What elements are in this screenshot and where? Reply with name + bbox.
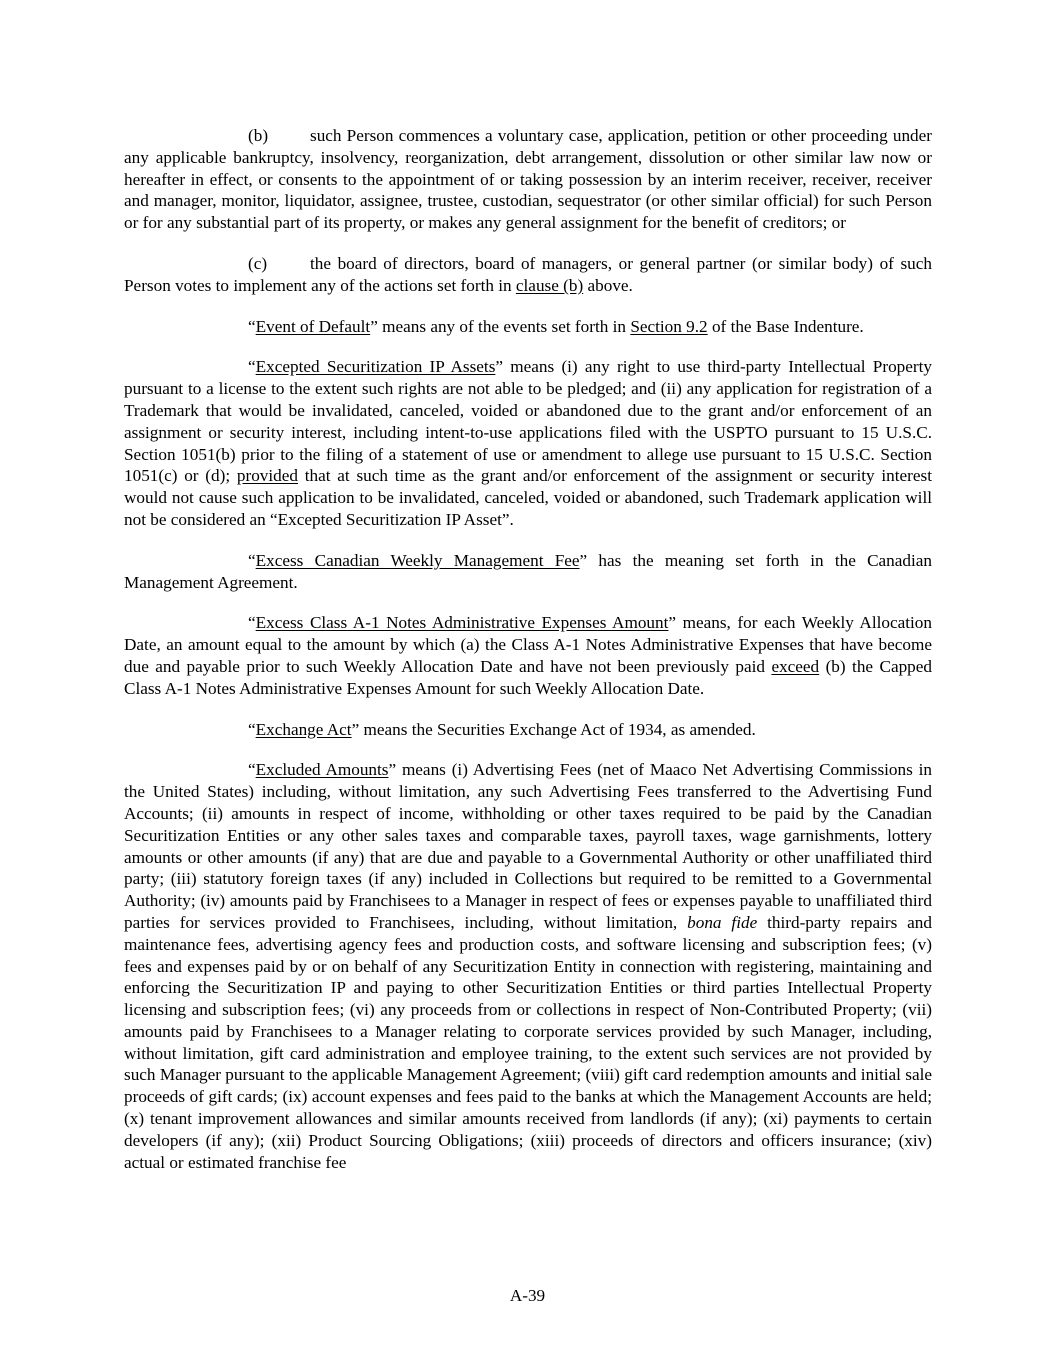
defined-term: Event of Default	[255, 316, 371, 336]
clause-b-text: such Person commences a voluntary case, application, petition or other proceeding under any applicable bankruptcy, insolvency, reorganization, debt arrangement, dissolution or other similar law now or hereafter in effect, or consents to the appointment of or taking possession by an interim receiver, receiver, receiver and manager, monitor, liquidator, assignee, trustee, custodian, sequestrator (or other similar official) for such Person or for any substantial part of its property, or makes any general assignment for the benefit of creditors; or	[124, 126, 932, 233]
document-body	[124, 125, 932, 1192]
clause-c-text-after: above.	[583, 275, 633, 295]
section-reference: Section 9.2	[630, 316, 708, 336]
clause-b-reference: clause (b)	[515, 275, 584, 295]
open-quote: “	[248, 719, 256, 739]
clause-b-label: (b)	[248, 126, 269, 145]
definition-text-before: ” means (i) Advertising Fees (net of Maaco Net Advertising Commissions in the United States) including, without limitation, any such Advertising Fees transferred to the Advertising Fund Accounts; (ii) amounts in respect of income, withholding or other taxes required to be paid by the Canadian Securitization Entities or any other sales taxes and comparable taxes, payroll taxes, wage garnishments, lottery amounts or other amounts (if any) that are due and payable to a Governmental Authority or other unaffiliated third party; (iii) statutory foreign taxes (if any) included in Collections but required to be remitted to a Governmental Authority; (iv) amounts paid by Franchisees to a Manager in respect of fees or expenses payable to unaffiliated third parties for services provided to Franchisees, including, without limitation,	[124, 760, 932, 932]
definition-text-after: of the Base Indenture.	[707, 316, 864, 336]
clause-c-text-before: the board of directors, board of managers, or general partner (or similar body) of such Person votes to implement any of the actions set forth in	[124, 253, 932, 295]
bona-fide-italic: bona fide	[687, 912, 758, 932]
exceed-term: exceed	[771, 656, 820, 676]
defined-term: Excess Class A-1 Notes Administrative Expenses Amount	[255, 613, 669, 633]
definition-text-before: ” means any of the events set forth in	[370, 316, 631, 336]
definition-excess-class-a1-notes-admin-expenses	[124, 612, 932, 699]
clause-c-paragraph	[124, 253, 932, 297]
definition-text-before: ” means (i) any right to use third-party Intellectual Property pursuant to a license to the extent such rights are not able to be pledged; and (ii) any application for registration of a Trademark that would be invalidated, canceled, voided or abandoned due to the grant and/or enforcement of an assignment or security interest, including intent-to-use applications filed with the USPTO pursuant to 15 U.S.C. Section 1051(b) prior to the filing of a statement of use or amendment to allege use pursuant to 15 U.S.C. Section 1051(c) or (d);	[124, 357, 932, 486]
defined-term: Excess Canadian Weekly Management Fee	[255, 550, 580, 570]
definition-exchange-act	[124, 719, 932, 741]
definition-text-after: (b) the Capped Class A-1 Notes Administrative Expenses Amount for such Weekly Allocation Date.	[124, 656, 932, 698]
definition-excess-canadian-weekly-management-fee	[124, 550, 932, 594]
open-quote: “	[248, 613, 256, 633]
defined-term: Excluded Amounts	[255, 760, 389, 780]
definition-text: ” means the Securities Exchange Act of 1934, as amended.	[351, 719, 756, 739]
clause-c-label: (c)	[248, 253, 268, 273]
open-quote: “	[248, 316, 256, 336]
open-quote: “	[248, 550, 256, 570]
definition-text-after: third-party repairs and maintenance fees, advertising agency fees and production costs, and software licensing and subscription fees; (v) fees and expenses paid by or on behalf of any Securitization Entity in connection with registering, maintaining and enforcing the Securitization IP and paying to other Securitization Entities or third parties Intellectual Property licensing and subscription fees; (vi) any proceeds from or collections in respect of Non-Contributed Property; (vii) amounts paid by Franchisees to a Manager relating to corporate services provided by such Manager, including, without limitation, gift card administration and employee training, to the extent such services are not provided by such Manager pursuant to the applicable Management Agreement; (viii) gift card redemption amounts and initial sale proceeds of gift cards; (ix) account expenses and fees paid to the banks at which the Management Accounts are held; (x) tenant improvement allowances and similar amounts received from landlords (if any); (xi) payments to certain developers (if any); (xii) Product Sourcing Obligations; (xiii) proceeds of directors and officers insurance; (xiv) actual or estimated franchise fee	[124, 912, 932, 1172]
definition-text-after: that at such time as the grant and/or enforcement of the assignment or security interest would not cause such application to be invalidated, canceled, voided or abandoned, such Trademark application will not be considered an “Excepted Securitization IP Asset”.	[124, 466, 932, 529]
definition-text: ” has the meaning set forth in the Canadian Management Agreement.	[124, 550, 932, 592]
open-quote: “	[248, 357, 256, 377]
open-quote: “	[248, 760, 256, 780]
definition-text-before: ” means, for each Weekly Allocation Date, an amount equal to the amount by which (a) the Class A-1 Notes Administrative Expenses that have become due and payable prior to such Weekly Allocation Date and have not been previously paid	[124, 613, 932, 676]
provided-term: provided	[236, 466, 298, 486]
defined-term: Excepted Securitization IP Assets	[255, 357, 496, 377]
definition-excluded-amounts	[124, 759, 932, 1173]
defined-term: Exchange Act	[255, 719, 352, 739]
page-number: A-39	[509, 1286, 546, 1305]
definition-excepted-securitization-ip-assets	[124, 356, 932, 530]
definition-event-of-default	[124, 316, 932, 338]
clause-b-paragraph	[124, 125, 932, 234]
